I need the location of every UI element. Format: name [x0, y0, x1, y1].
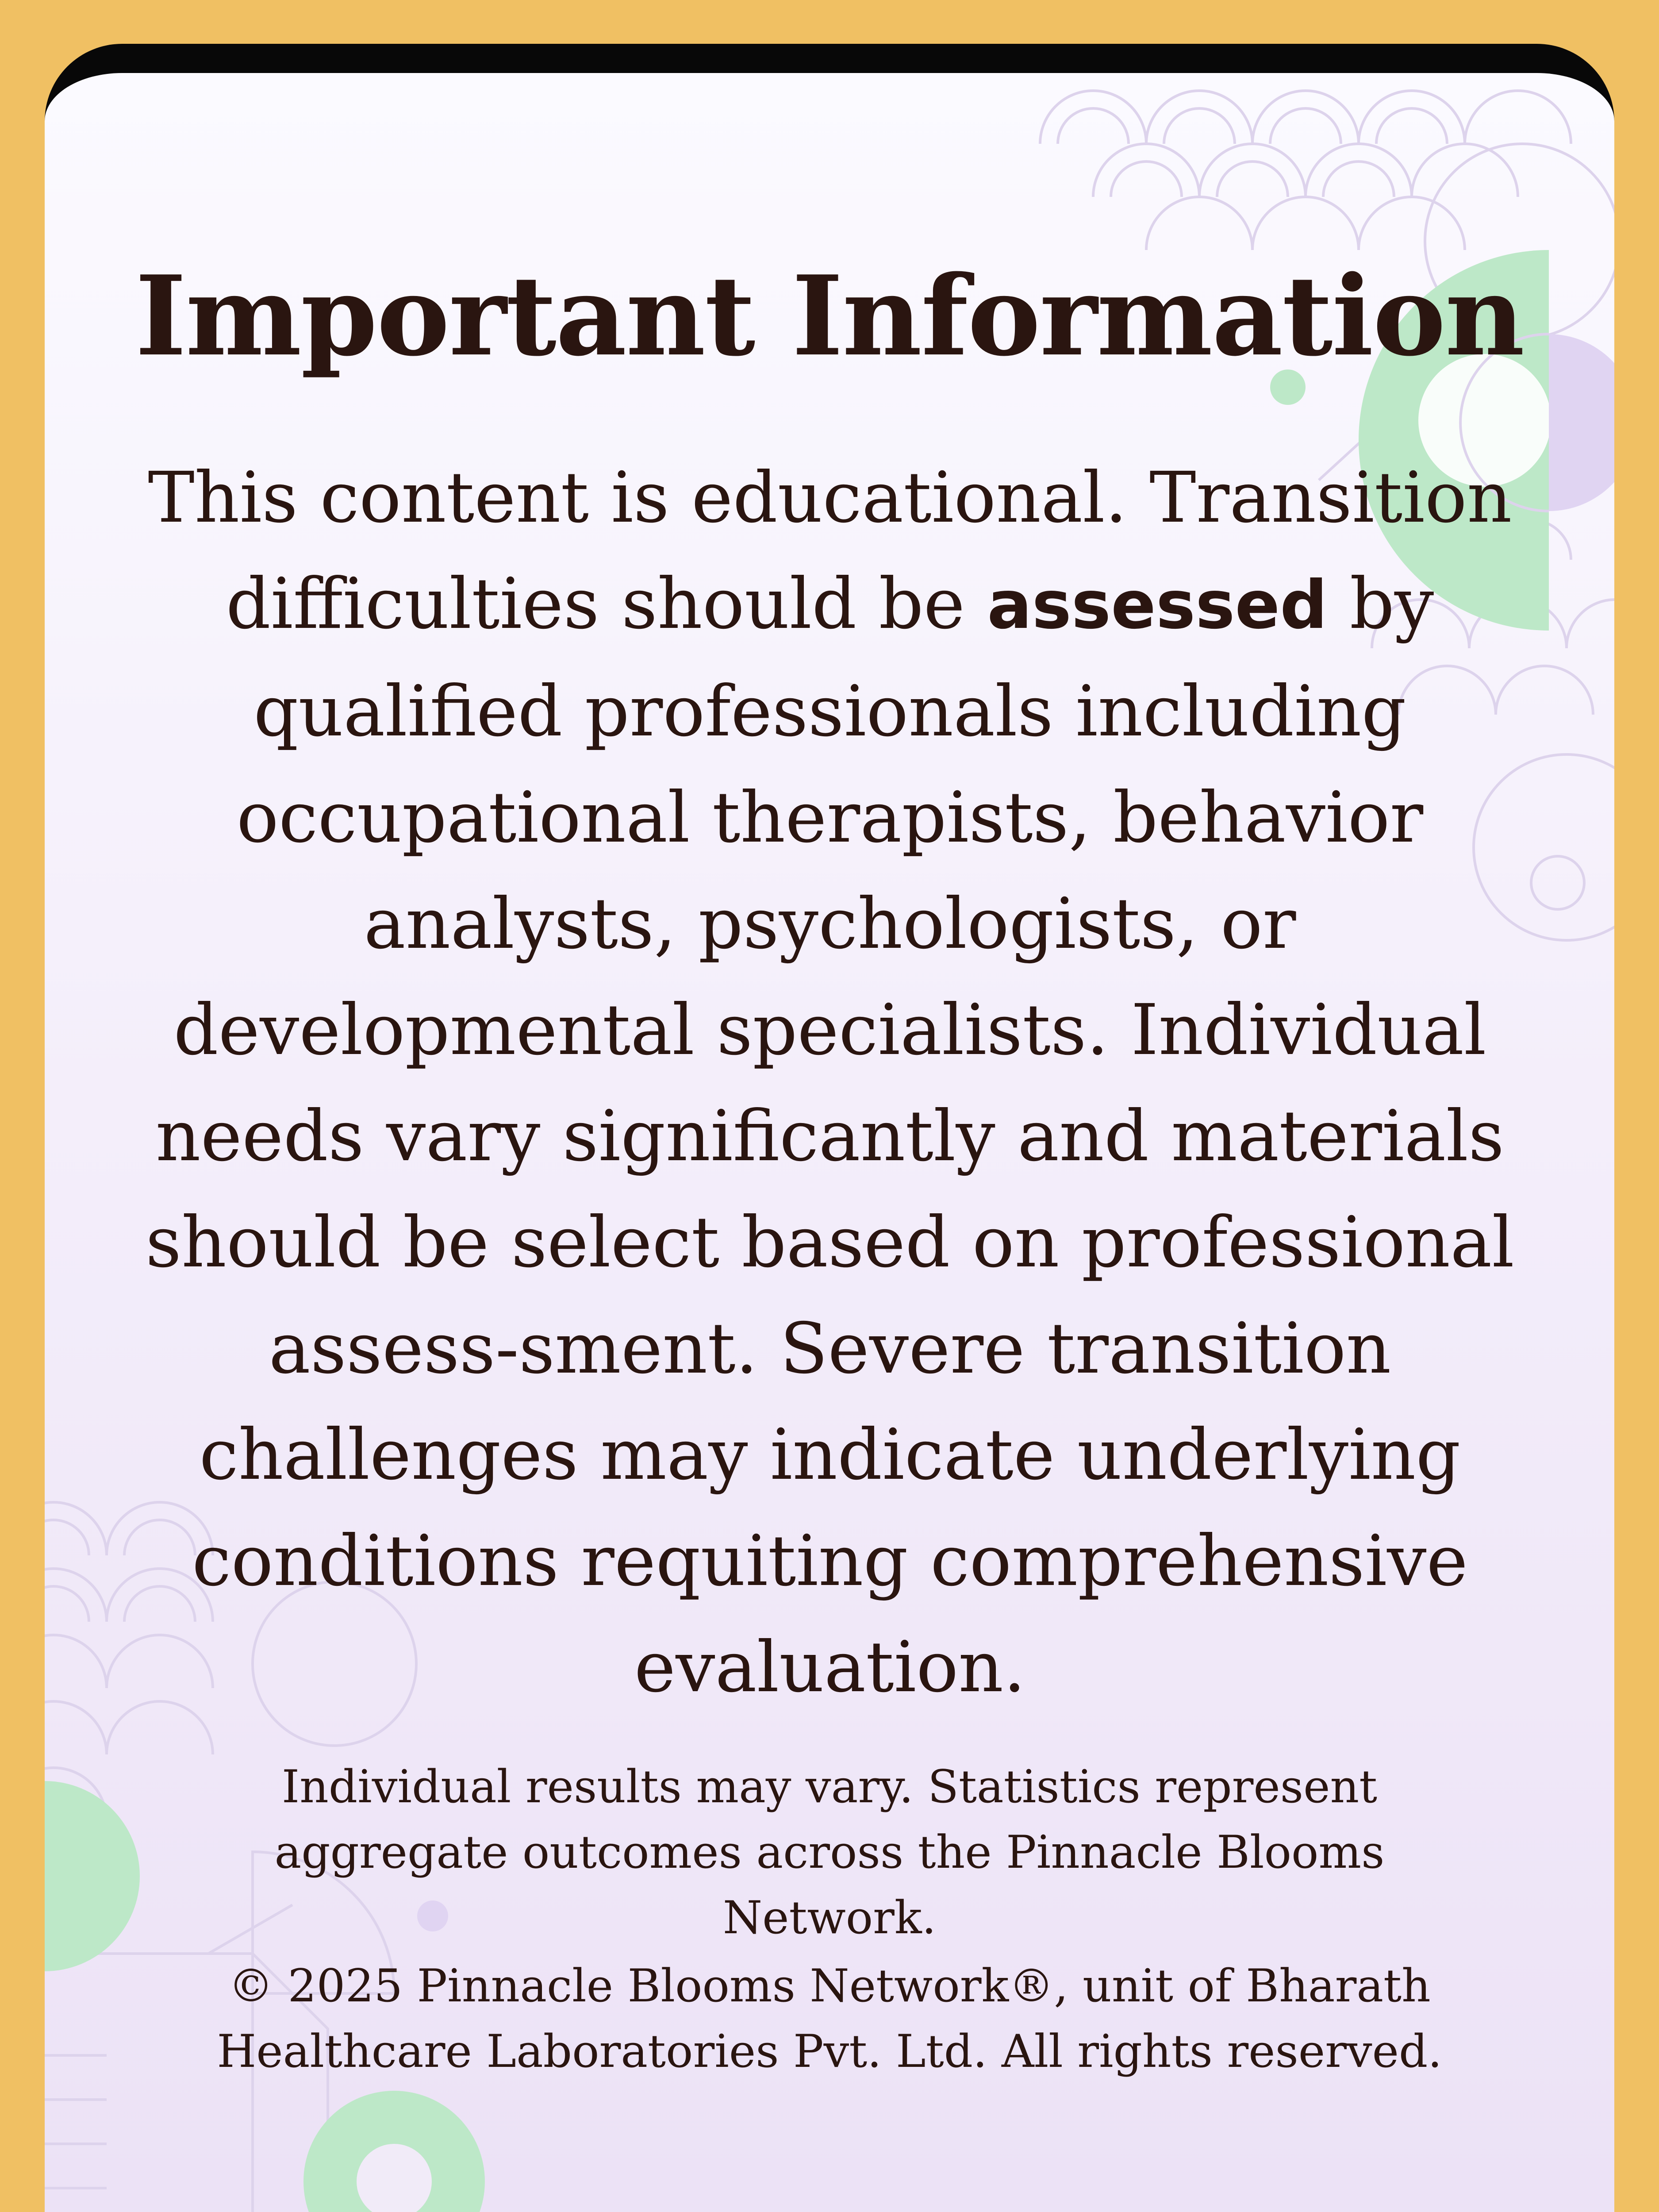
- disclaimer-text-part-1: This content is educational. Transition difficulties should be: [148, 457, 1512, 645]
- info-card: [45, 44, 1614, 2212]
- page-title: Important Information: [135, 252, 1524, 381]
- disclaimer-text: [129, 445, 1531, 1720]
- copyright-notice: © 2025 Pinnacle Blooms Network®, unit of Bharath Healthcare Laboratories Pvt. Ltd. All rights reserved.: [217, 1960, 1442, 2078]
- emphasized-word: assessed: [987, 567, 1328, 644]
- disclaimer-text-part-2: by qualified professionals including occupational therapists, behavior analysts, psychologists, or developmental specialists. Individual needs vary significantly and materials should be select based on professional assess-sment. Severe transition challenges may indicate underlying conditions requiting comprehensive evaluation.: [146, 563, 1514, 1708]
- results-note: Individual results may vary. Statistics represent aggregate outcomes across the Pinnacle Blooms Network.: [274, 1761, 1385, 1944]
